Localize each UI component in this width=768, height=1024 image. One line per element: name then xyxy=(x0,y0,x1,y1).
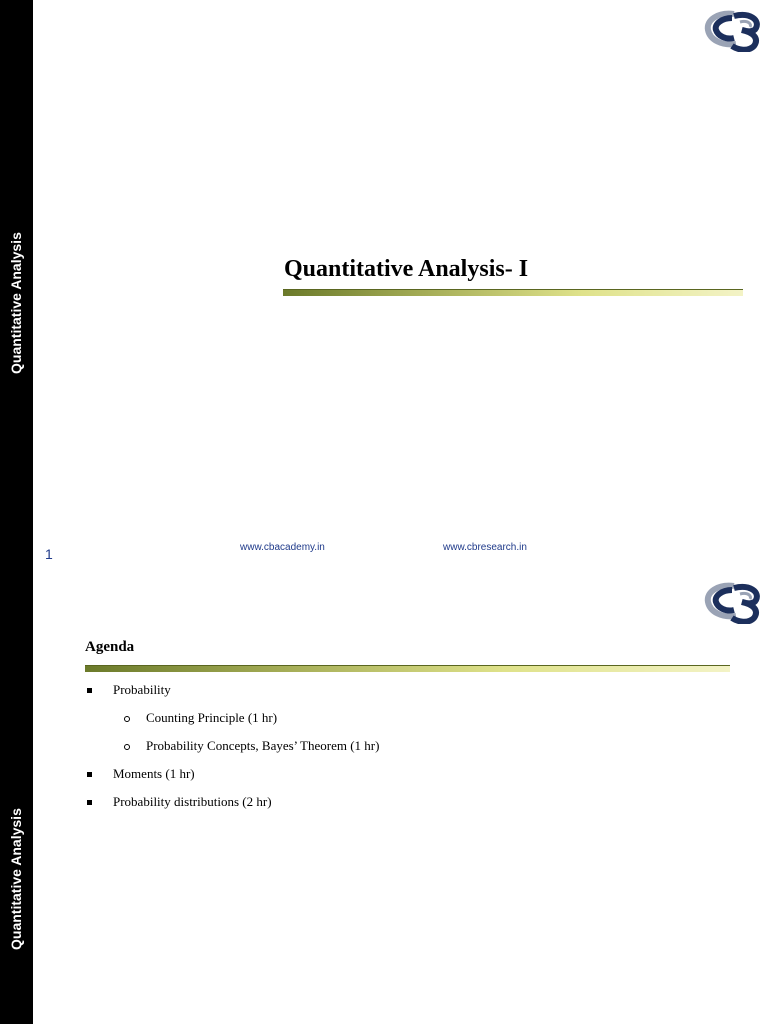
agenda-underline xyxy=(85,665,730,672)
circle-bullet-icon xyxy=(124,716,130,722)
title-underline xyxy=(283,289,743,296)
cb-logo-icon xyxy=(704,580,762,624)
page-number: 1 xyxy=(45,546,53,562)
cb-logo-icon xyxy=(704,8,762,52)
footer-link-academy[interactable]: www.cbacademy.in xyxy=(240,542,325,553)
list-item-text: Probability distributions (2 hr) xyxy=(113,794,272,809)
footer-link-research[interactable]: www.cbresearch.in xyxy=(443,542,527,553)
list-item-text: Counting Principle (1 hr) xyxy=(146,710,278,725)
square-bullet-icon xyxy=(87,688,92,693)
circle-bullet-icon xyxy=(124,744,130,750)
square-bullet-icon xyxy=(87,772,92,777)
sidebar xyxy=(0,576,33,1024)
square-bullet-icon xyxy=(87,800,92,805)
agenda-heading: Agenda xyxy=(85,639,135,655)
sidebar-label: Quantitative Analysis xyxy=(8,808,24,950)
sidebar xyxy=(0,0,33,576)
agenda-slide xyxy=(0,576,768,1024)
sidebar-label: Quantitative Analysis xyxy=(8,232,24,374)
list-item-text: Moments (1 hr) xyxy=(113,766,195,781)
list-item-text: Probability xyxy=(113,682,171,697)
list-item-text: Probability Concepts, Bayes’ Theorem (1 hr) xyxy=(146,738,380,753)
slide-title: Quantitative Analysis- I xyxy=(284,256,529,282)
